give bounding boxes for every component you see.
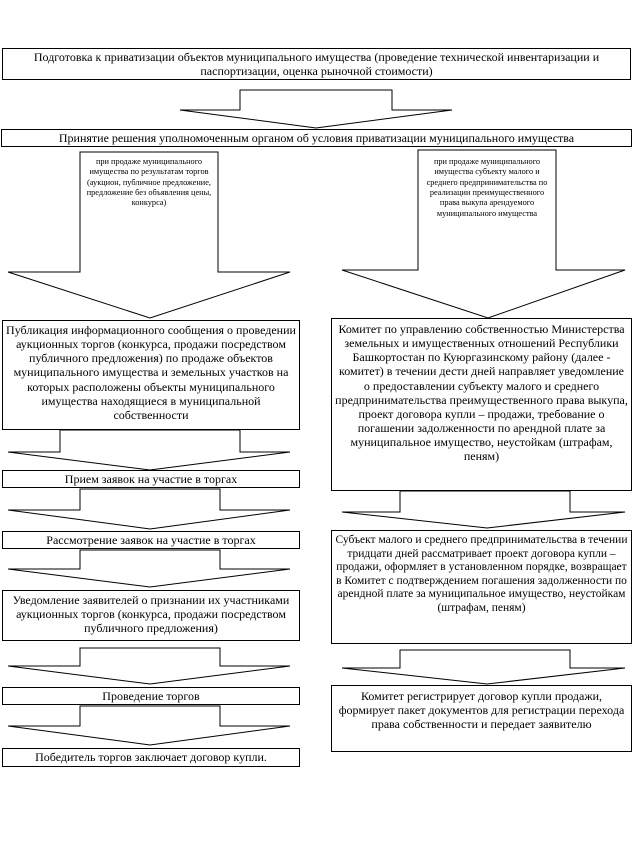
arrow-left-4 [8,648,290,684]
left-step-winner-contract-text: Победитель торгов заключает договор купли. [35,750,267,764]
left-step-notify-participants [2,590,300,641]
left-step-notify-participants-text: Уведомление заявителей о признании их участниками аукционных торгов (конкурса, продажи посредством публичного предложения) [12,593,290,636]
right-step-registration-text: Комитет регистрирует договор купли продажи, формирует пакет документов для регистрации перехода права собственности и передает заявителю [338,689,625,732]
step-decision-box [1,129,632,147]
left-step-accept-applications [2,470,300,488]
right-step-committee-notice [331,318,632,491]
left-step-publication-text: Публикация информационного сообщения о проведении аукционных торгов (конкурса, продажи посредством публичного предложения) по продаже объектов муниципального имущества и земельных участков на которых расположены объекты муниципального имущества находящиеся в муниципальной собственности [6,323,296,422]
right-step-committee-notice-text: Комитет по управлению собственностью Министерства земельных и имущественных отношений Республики Башкортостан по Куюргазинскому району (далее - комитет) в течении дести дней направляет уведомление о предоставлении субъекту малого и среднего предпринимательства преимущественного права выкупа, проект договора купли – продажи, требование о погашении задолженности по арендной плате за муниципальное имущество, неустойкам (штрафам, пеням) [335,322,628,464]
step-decision-text: Принятие решения уполномоченным органом об условия приватизации муниципального имущества [58,131,575,145]
right-step-sme-review-text: Субъект малого и среднего предпринимательства в течении тридцати дней рассматривает проект договора купли – продажи, оформляет в установленном порядке, возвращает в Комитет с подтверждением погашения задолженности по арендной плате за муниципальное имущество, неустойкам (штрафам, пеням) [335,534,628,614]
arrow-right-1 [342,491,625,528]
left-step-conduct-auction-text: Проведение торгов [102,689,200,703]
branch-label-right: при продаже муниципального имущества субъекту малого и среднего предпринимательства по реализации преимущественного права выкупа арендуемого муниципального имущества [426,157,548,218]
left-step-winner-contract [2,748,300,767]
arrow-left-1 [8,430,290,470]
left-step-publication [2,320,300,430]
left-step-conduct-auction [2,687,300,705]
arrow-right-2 [342,650,625,684]
step-preparation-text: Подготовка к приватизации объектов муниципального имущества (проведение технической инвентаризации и паспортизации, оценка рыночной стоимости) [33,50,600,79]
arrow-left-5 [8,706,290,745]
arrow-left-3 [8,550,290,587]
arrow-top-center [180,90,452,128]
step-preparation-box [2,48,631,80]
branch-label-left: при продаже муниципального имущества по результатам торгов (аукцион, публичное предложение, предложение без объявления цены, конкурса) [86,157,212,208]
left-step-review-applications-text: Рассмотрение заявок на участие в торгах [46,533,256,547]
arrow-left-2 [8,489,290,529]
right-step-registration [331,685,632,752]
left-step-review-applications [2,531,300,549]
right-step-sme-review [331,530,632,644]
left-step-accept-applications-text: Прием заявок на участие в торгах [64,472,238,486]
